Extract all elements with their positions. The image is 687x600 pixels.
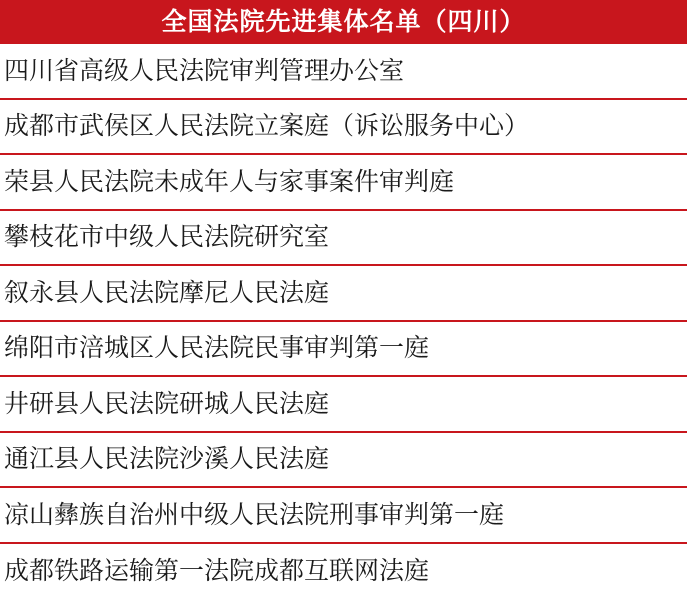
list-item-label: 通江县人民法院沙溪人民法庭 [4, 445, 330, 474]
list-item [0, 322, 687, 378]
list-item-label: 成都市武侯区人民法院立案庭（诉讼服务中心） [4, 112, 530, 141]
list-item [0, 377, 687, 433]
list-item-label: 绵阳市涪城区人民法院民事审判第一庭 [4, 334, 430, 363]
list-item-label: 成都铁路运输第一法院成都互联网法庭 [4, 557, 430, 586]
list-item-label: 攀枝花市中级人民法院研究室 [4, 223, 330, 252]
list-item-label: 井研县人民法院研城人民法庭 [4, 389, 330, 418]
list-item [0, 44, 687, 100]
advanced-collective-list [0, 44, 687, 599]
list-item [0, 100, 687, 156]
list-item [0, 211, 687, 267]
header-banner [0, 0, 687, 44]
list-item [0, 155, 687, 211]
list-item-label: 叙永县人民法院摩尼人民法庭 [4, 278, 330, 307]
list-item [0, 544, 687, 600]
list-item-label: 四川省高级人民法院审判管理办公室 [4, 56, 405, 85]
list-item [0, 266, 687, 322]
list-item-label: 荣县人民法院未成年人与家事案件审判庭 [4, 167, 455, 196]
list-item [0, 488, 687, 544]
list-item [0, 433, 687, 489]
page-title: 全国法院先进集体名单（四川） [161, 8, 526, 36]
list-item-label: 凉山彝族自治州中级人民法院刑事审判第一庭 [4, 500, 505, 529]
